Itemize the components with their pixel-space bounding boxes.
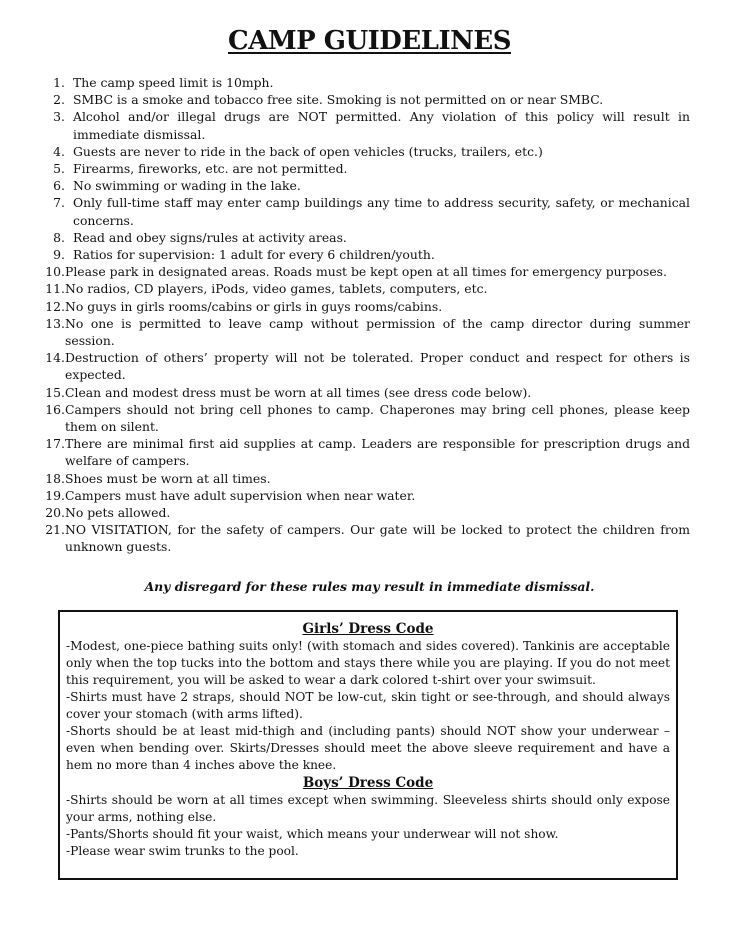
list-item	[40, 263, 690, 280]
rule-number: 18.	[45, 470, 65, 486]
rule-text: Ratios for supervision: 1 adult for every 6 children/youth.	[73, 247, 435, 263]
list-item	[40, 246, 690, 263]
rule-number: 6.	[53, 178, 65, 194]
rule-text: Clean and modest dress must be worn at all times (see dress code below).	[65, 384, 532, 400]
rule-number: 12.	[45, 298, 65, 314]
rule-number: 9.	[53, 247, 65, 263]
rule-text: No radios, CD players, iPods, video games, tablets, computers, etc.	[65, 281, 488, 297]
list-item	[40, 487, 690, 504]
rule-text: No swimming or wading in the lake.	[73, 178, 301, 194]
rule-number: 5.	[53, 161, 65, 177]
list-item	[40, 521, 690, 555]
boys-dress-code-paragraph: -Shirts should be worn at all times except when swimming. Sleeveless shirts should only expose your arms, nothing else.	[66, 793, 670, 824]
list-item	[40, 143, 690, 160]
list-item	[40, 91, 690, 108]
list-item	[40, 280, 690, 297]
rule-number: 4.	[53, 143, 65, 159]
rule-number: 2.	[53, 92, 65, 108]
dress-code-box	[58, 610, 678, 880]
rule-number: 21.	[45, 522, 65, 538]
list-item	[40, 470, 690, 487]
boys-dress-code-paragraph: -Pants/Shorts should fit your waist, which means your underwear will not show.	[66, 827, 559, 841]
rule-text: Destruction of others’ property will not be tolerated. Proper conduct and respect for others is expected.	[65, 350, 690, 383]
rules-list	[40, 74, 690, 556]
rule-number: 7.	[53, 195, 65, 211]
list-item	[40, 108, 690, 142]
list-item	[40, 298, 690, 315]
rule-text: Firearms, fireworks, etc. are not permitted.	[73, 161, 348, 177]
rule-text: Read and obey signs/rules at activity areas.	[73, 229, 347, 245]
rule-text: Please park in designated areas. Roads must be kept open at all times for emergency purposes.	[65, 264, 667, 280]
rule-text: No pets allowed.	[65, 505, 171, 521]
rule-number: 8.	[53, 229, 65, 245]
rule-number: 20.	[45, 505, 65, 521]
list-item	[40, 435, 690, 469]
list-item	[40, 315, 690, 349]
list-item	[40, 349, 690, 383]
rule-number: 19.	[45, 487, 65, 503]
rule-text: There are minimal first aid supplies at camp. Leaders are responsible for prescription drugs and welfare of campers.	[65, 436, 690, 469]
rule-number: 17.	[45, 436, 65, 452]
rule-number: 14.	[45, 350, 65, 366]
list-item	[40, 229, 690, 246]
girls-dress-code-paragraph: -Shirts must have 2 straps, should NOT be low-cut, skin tight or see-through, and should always cover your stomach (with arms lifted).	[66, 690, 670, 721]
list-item	[40, 194, 690, 228]
rule-number: 10.	[45, 264, 65, 280]
rule-text: NO VISITATION, for the safety of campers. Our gate will be locked to protect the children from unknown guests.	[65, 522, 690, 555]
rule-number: 3.	[53, 109, 65, 125]
rule-text: No guys in girls rooms/cabins or girls in guys rooms/cabins.	[65, 298, 443, 314]
rule-text: Alcohol and/or illegal drugs are NOT permitted. Any violation of this policy will result in immediate dismissal.	[73, 109, 690, 142]
rule-number: 16.	[45, 401, 65, 417]
rule-number: 11.	[45, 281, 65, 297]
rule-text: Campers should not bring cell phones to camp. Chaperones may bring cell phones, please keep them on silent.	[65, 401, 690, 435]
dismissal-warning: Any disregard for these rules may result in immediate dismissal.	[144, 579, 595, 594]
page-title: CAMP GUIDELINES	[228, 26, 511, 56]
boys-dress-code-heading: Boys’ Dress Code	[302, 775, 434, 791]
girls-dress-code-paragraph: -Shorts should be at least mid-thigh and (including pants) should NOT show your underwear – even when bending over. Skirts/Dresses should meet the above sleeve requirement and have a hem no more than 4 inches above the knee.	[66, 724, 670, 772]
rule-text: No one is permitted to leave camp without permission of the camp director during summer session.	[65, 315, 690, 349]
list-item	[40, 384, 690, 401]
boys-dress-code-paragraph: -Please wear swim trunks to the pool.	[66, 844, 299, 858]
girls-dress-code-paragraph: -Modest, one-piece bathing suits only! (with stomach and sides covered). Tankinis are acceptable only when the top tucks into the bottom and stays there while you are playing. If you do not meet this requirement, you will be asked to wear a dark colored t-shirt over your swimsuit.	[66, 639, 670, 687]
list-item	[40, 177, 690, 194]
rule-number: 1.	[53, 75, 65, 90]
list-item	[40, 401, 690, 435]
list-item	[40, 74, 690, 91]
list-item	[40, 160, 690, 177]
rule-text: Campers must have adult supervision when near water.	[65, 487, 416, 503]
rule-text: Only full-time staff may enter camp buildings any time to address security, safety, or mechanical concerns.	[73, 195, 690, 228]
rule-text: Guests are never to ride in the back of open vehicles (trucks, trailers, etc.)	[73, 143, 543, 159]
rule-text: Shoes must be worn at all times.	[65, 470, 271, 486]
rule-number: 13.	[45, 315, 65, 331]
list-item	[40, 504, 690, 521]
rule-text: SMBC is a smoke and tobacco free site. Smoking is not permitted on or near SMBC.	[73, 92, 604, 108]
rule-text: The camp speed limit is 10mph.	[73, 75, 274, 90]
girls-dress-code-heading: Girls’ Dress Code	[302, 621, 434, 637]
rule-number: 15.	[45, 384, 65, 400]
